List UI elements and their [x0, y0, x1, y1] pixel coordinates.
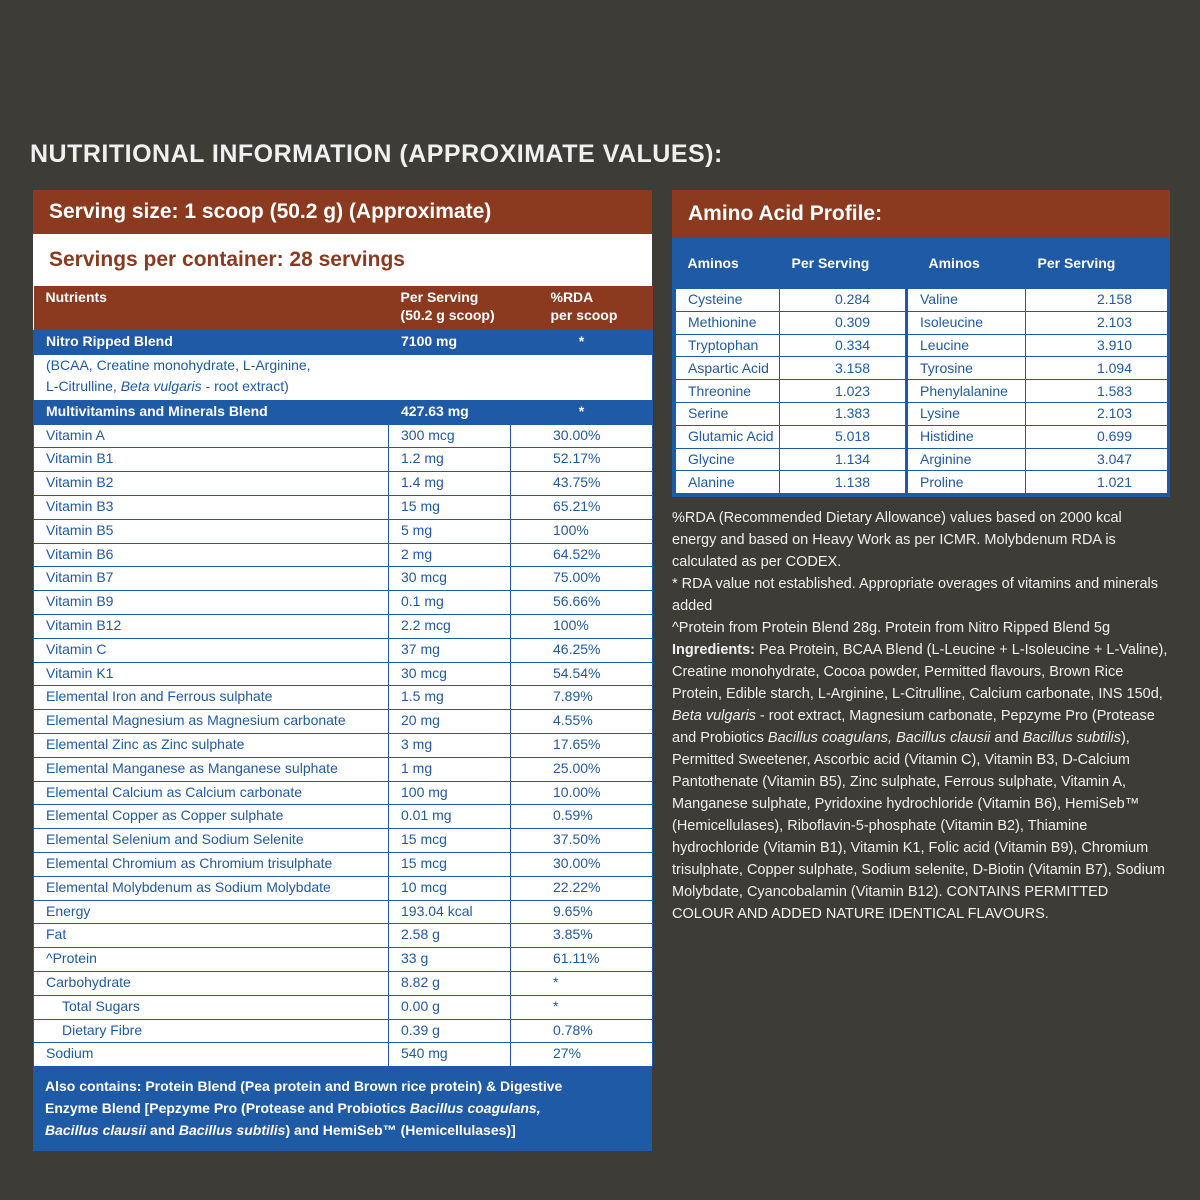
nutrient-row [34, 472, 653, 496]
nutrient-name: Energy [34, 900, 389, 924]
nutrient-value: 30 mcg [389, 662, 511, 686]
amino-name: Methionine [676, 311, 780, 334]
header-rda-sub: per scoop [550, 307, 618, 323]
nutrient-value: 193.04 kcal [389, 900, 511, 924]
nutrient-value: 15 mcg [389, 829, 511, 853]
amino-value: 1.583 [1026, 380, 1168, 403]
nutrient-rda: 52.17% [511, 448, 653, 472]
nutrient-row [34, 662, 653, 686]
ingredients [672, 639, 1170, 925]
nutrient-name: Vitamin B6 [34, 543, 389, 567]
servings-per-container: Servings per container: 28 servings [33, 234, 652, 286]
nutrient-row [34, 495, 653, 519]
amino-row [676, 425, 1168, 448]
amino-name: Cysteine [676, 289, 780, 312]
multi-blend-name: Multivitamins and Minerals Blend [34, 400, 389, 424]
nutrient-row [34, 805, 653, 829]
header-nutrients: Nutrients [34, 286, 389, 331]
ingredients-part7: ), Permitted Sweetener, Ascorbic acid (Vitamin C), Vitamin B3, D-Calcium Pantothenate (Vitamin B5), Zinc sulphate, Ferrous sulphate, Vitamin A, Manganese sulphate, Pyridoxine hydrochloride (Vitamin B6), HemiSeb™ (Hemicellulases), Riboflavin-5-phosphate (Vitamin B2), Thiamine hydrochloride (Vitamin B1), Vitamin K1, Folic acid (Vitamin B9), Chromium trisulphate, Copper sulphate, Sodium selenite, D-Biotin (Vitamin B7), Sodium Molybdate, Cyancobalamin (Vitamin B12). CONTAINS PERMITTED COLOUR AND ADDED NATURE IDENTICAL FLAVOURS. [672, 730, 1165, 923]
amino-header-per-serving-1: Per Serving [791, 255, 870, 271]
nutrient-name: Elemental Iron and Ferrous sulphate [34, 686, 389, 710]
nutrient-rda: 0.59% [511, 805, 653, 829]
amino-value: 1.021 [1026, 471, 1168, 494]
nutrient-value: 1.5 mg [389, 686, 511, 710]
amino-name: Alanine [676, 471, 780, 494]
ingredients-part5: and [990, 730, 1023, 747]
nutrient-name: Vitamin B5 [34, 519, 389, 543]
amino-value: 3.910 [1026, 334, 1168, 357]
nutrient-value: 0.1 mg [389, 591, 511, 615]
amino-name: Threonine [676, 380, 780, 403]
nutrition-header-row [34, 286, 653, 331]
also-line3d: ) and HemiSeb™ (Hemicellulases)] [285, 1122, 516, 1139]
nutrient-rda: * [511, 971, 653, 995]
nutrient-row [34, 876, 653, 900]
page-title: NUTRITIONAL INFORMATION (APPROXIMATE VALUES): [30, 140, 723, 168]
amino-table [675, 238, 1168, 494]
header-per-serving-label: Per Serving [400, 289, 479, 305]
amino-value: 1.023 [780, 380, 907, 403]
nutrient-name: Vitamin B1 [34, 448, 389, 472]
amino-value: 0.309 [780, 311, 907, 334]
amino-value: 2.158 [1026, 289, 1168, 312]
amino-row [676, 448, 1168, 471]
note-rda: %RDA (Recommended Dietary Allowance) values based on 2000 kcal energy and based on Heavy Work as per ICMR. Molybdenum RDA is calculated as per CODEX. [672, 510, 1122, 571]
nutrient-rda: 37.50% [511, 829, 653, 853]
nutrient-value: 10 mcg [389, 876, 511, 900]
nutrient-row [34, 948, 653, 972]
nitro-blend-value: 7100 mg [389, 331, 511, 355]
amino-name: Phenylalanine [907, 380, 1026, 403]
ingredients-part4: Bacillus coagulans, Bacillus clausii [767, 730, 991, 747]
nutrient-name: Elemental Zinc as Zinc sulphate [34, 733, 389, 757]
nutrient-value: 30 mcg [389, 567, 511, 591]
amino-row [676, 289, 1168, 312]
amino-name: Lysine [907, 402, 1026, 425]
amino-value: 5.018 [780, 425, 907, 448]
multi-blend-rda: * [511, 400, 653, 424]
nutrient-name: ^Protein [34, 948, 389, 972]
nutrient-row [34, 757, 653, 781]
nutrient-value: 37 mg [389, 638, 511, 662]
nutrient-value: 33 g [389, 948, 511, 972]
nutrient-rda: 100% [511, 614, 653, 638]
ingredients-part3: - root extract, Magnesium carbonate, Pepzyme Pro (Protease and Probiotics [672, 708, 1155, 747]
amino-value: 2.103 [1026, 402, 1168, 425]
nutrition-table [33, 286, 653, 1067]
nitro-desc-line2c: - root extract) [201, 377, 289, 394]
amino-value: 0.334 [780, 334, 907, 357]
nutrient-row [34, 1019, 653, 1043]
nutrient-row [34, 1043, 653, 1067]
nutrient-value: 15 mg [389, 495, 511, 519]
nutrient-row [34, 519, 653, 543]
ingredients-part2: Beta vulgaris [672, 708, 756, 725]
nutrient-value: 1 mg [389, 757, 511, 781]
nutrient-rda: 64.52% [511, 543, 653, 567]
amino-row [676, 380, 1168, 403]
nutrient-value: 0.01 mg [389, 805, 511, 829]
nutrient-rda: 7.89% [511, 686, 653, 710]
amino-value: 0.284 [780, 289, 907, 312]
nutrient-name: Vitamin C [34, 638, 389, 662]
amino-name: Glutamic Acid [676, 425, 780, 448]
amino-value: 1.094 [1026, 357, 1168, 380]
amino-value: 3.047 [1026, 448, 1168, 471]
amino-header-row [676, 238, 1168, 289]
nutrient-rda: 65.21% [511, 495, 653, 519]
nutrient-name: Elemental Copper as Copper sulphate [34, 805, 389, 829]
nutrient-row [34, 424, 653, 448]
nutrient-rda: 0.78% [511, 1019, 653, 1043]
amino-name: Arginine [907, 448, 1026, 471]
nutrient-name: Fat [34, 924, 389, 948]
nutrient-name: Elemental Selenium and Sodium Selenite [34, 829, 389, 853]
amino-header-per-serving-2: Per Serving [1037, 255, 1116, 271]
ingredients-part1: Pea Protein, BCAA Blend (L-Leucine + L-Isoleucine + L-Valine), Creatine monohydrate, Cocoa powder, Permitted flavours, Brown Rice Protein, Edible starch, L-Arginine, L-Citrulline, Calcium carbonate, INS 150d, [672, 642, 1168, 703]
amino-row [676, 311, 1168, 334]
amino-value: 1.138 [780, 471, 907, 494]
serving-size: Serving size: 1 scoop (50.2 g) (Approximate) [33, 190, 652, 234]
also-line3c: Bacillus subtilis [178, 1122, 286, 1139]
nutrient-value: 1.2 mg [389, 448, 511, 472]
amino-row [676, 334, 1168, 357]
amino-value: 1.383 [780, 402, 907, 425]
nitro-desc-row [34, 354, 653, 400]
nutrient-name: Vitamin K1 [34, 662, 389, 686]
nutrient-name: Vitamin B7 [34, 567, 389, 591]
amino-row [676, 471, 1168, 494]
nutrient-value: 300 mcg [389, 424, 511, 448]
note-protein: ^Protein from Protein Blend 28g. Protein from Nitro Ripped Blend 5g [672, 620, 1111, 637]
nutrient-rda: 30.00% [511, 852, 653, 876]
nitro-blend-row [34, 331, 653, 355]
also-line3a: Bacillus clausii [45, 1122, 147, 1139]
nutrient-row [34, 686, 653, 710]
nutrient-name: Dietary Fibre [34, 1019, 389, 1043]
amino-name: Aspartic Acid [676, 357, 780, 380]
nutrient-row [34, 710, 653, 734]
amino-name: Histidine [907, 425, 1026, 448]
multi-blend-row [34, 400, 653, 424]
nutrient-value: 1.4 mg [389, 472, 511, 496]
amino-value: 2.103 [1026, 311, 1168, 334]
nutrient-name: Elemental Calcium as Calcium carbonate [34, 781, 389, 805]
nutrient-rda: 22.22% [511, 876, 653, 900]
header-rda-label: %RDA [550, 289, 594, 305]
nutrient-rda: 17.65% [511, 733, 653, 757]
nutrient-row [34, 733, 653, 757]
nutrient-value: 5 mg [389, 519, 511, 543]
nutrient-name: Vitamin B9 [34, 591, 389, 615]
nitro-desc [34, 354, 653, 400]
amino-name: Tyrosine [907, 357, 1026, 380]
nutrient-rda: 56.66% [511, 591, 653, 615]
nutrient-row [34, 900, 653, 924]
also-line2b: Bacillus coagulans, [409, 1100, 541, 1117]
nitro-desc-line1: (BCAA, Creatine monohydrate, L-Arginine, [46, 356, 311, 373]
nutrient-name: Elemental Chromium as Chromium trisulphate [34, 852, 389, 876]
nutrient-rda: 61.11% [511, 948, 653, 972]
amino-table-box [672, 238, 1170, 497]
nutrient-name: Carbohydrate [34, 971, 389, 995]
nutrient-row [34, 852, 653, 876]
amino-value: 3.158 [780, 357, 907, 380]
nutrient-name: Vitamin B12 [34, 614, 389, 638]
nutrient-row [34, 448, 653, 472]
nutrient-rda: 30.00% [511, 424, 653, 448]
nutrient-row [34, 567, 653, 591]
also-line3b: and [146, 1122, 179, 1139]
nutrition-panel [33, 190, 652, 1151]
nitro-desc-line2b: Beta vulgaris [120, 377, 202, 394]
nutrient-value: 2 mg [389, 543, 511, 567]
amino-value: 1.134 [780, 448, 907, 471]
nutrient-name: Sodium [34, 1043, 389, 1067]
nutrient-value: 2.2 mcg [389, 614, 511, 638]
note-star: * RDA value not established. Appropriate overages of vitamins and minerals added [672, 576, 1159, 615]
nutrient-name: Elemental Molybdenum as Sodium Molybdate [34, 876, 389, 900]
nitro-desc-line2a: L-Citrulline, [46, 377, 121, 394]
nutrient-name: Total Sugars [34, 995, 389, 1019]
amino-name: Valine [907, 289, 1026, 312]
nutrient-rda: 9.65% [511, 900, 653, 924]
nutrient-value: 2.58 g [389, 924, 511, 948]
amino-name: Serine [676, 402, 780, 425]
nutrient-row [34, 638, 653, 662]
amino-name: Tryptophan [676, 334, 780, 357]
nutrient-row [34, 829, 653, 853]
nutrient-name: Vitamin B2 [34, 472, 389, 496]
nutrient-name: Vitamin B3 [34, 495, 389, 519]
nutrient-rda: 10.00% [511, 781, 653, 805]
multi-blend-value: 427.63 mg [389, 400, 511, 424]
nutrient-value: 0.00 g [389, 995, 511, 1019]
nutrient-row [34, 543, 653, 567]
also-line2a: Enzyme Blend [Pepzyme Pro (Protease and Probiotics [45, 1100, 410, 1117]
nutrient-row [34, 781, 653, 805]
ingredients-part6: Bacillus subtilis [1022, 730, 1121, 747]
header-rda [511, 286, 653, 331]
nutrient-row [34, 591, 653, 615]
nutrient-row [34, 924, 653, 948]
amino-name: Isoleucine [907, 311, 1026, 334]
amino-name: Leucine [907, 334, 1026, 357]
nutrient-rda: 75.00% [511, 567, 653, 591]
nutrient-rda: 100% [511, 519, 653, 543]
amino-row [676, 402, 1168, 425]
nutrient-rda: 4.55% [511, 710, 653, 734]
nutrient-value: 8.82 g [389, 971, 511, 995]
nitro-blend-name: Nitro Ripped Blend [34, 331, 389, 355]
nutrient-row [34, 971, 653, 995]
amino-title: Amino Acid Profile: [672, 190, 1170, 238]
nutrient-row [34, 614, 653, 638]
header-per-serving [389, 286, 511, 331]
nutrient-rda: 3.85% [511, 924, 653, 948]
nutrient-value: 3 mg [389, 733, 511, 757]
also-contains [33, 1067, 652, 1151]
amino-name: Proline [907, 471, 1026, 494]
also-line1: Also contains: Protein Blend (Pea protein and Brown rice protein) & Digestive [45, 1078, 563, 1095]
nutrient-rda: * [511, 995, 653, 1019]
amino-value: 0.699 [1026, 425, 1168, 448]
amino-name: Glycine [676, 448, 780, 471]
notes [672, 507, 1170, 925]
nutrient-row [34, 995, 653, 1019]
ingredients-label: Ingredients: [672, 642, 755, 659]
nutrient-value: 0.39 g [389, 1019, 511, 1043]
nutrient-value: 540 mg [389, 1043, 511, 1067]
nutrient-value: 20 mg [389, 710, 511, 734]
amino-panel [672, 190, 1170, 925]
nutrient-value: 100 mg [389, 781, 511, 805]
nutrient-name: Elemental Magnesium as Magnesium carbonate [34, 710, 389, 734]
amino-row [676, 357, 1168, 380]
nutrient-rda: 25.00% [511, 757, 653, 781]
nutrient-value: 15 mcg [389, 852, 511, 876]
amino-header-aminos-2: Aminos [928, 255, 980, 271]
amino-header-aminos-1: Aminos [687, 255, 739, 271]
nutrient-rda: 27% [511, 1043, 653, 1067]
nutrient-rda: 46.25% [511, 638, 653, 662]
nutrient-rda: 54.54% [511, 662, 653, 686]
header-per-serving-sub: (50.2 g scoop) [400, 307, 495, 323]
nutrient-name: Vitamin A [34, 424, 389, 448]
nutrient-name: Elemental Manganese as Manganese sulphate [34, 757, 389, 781]
nitro-blend-rda: * [511, 331, 653, 355]
nutrient-rda: 43.75% [511, 472, 653, 496]
